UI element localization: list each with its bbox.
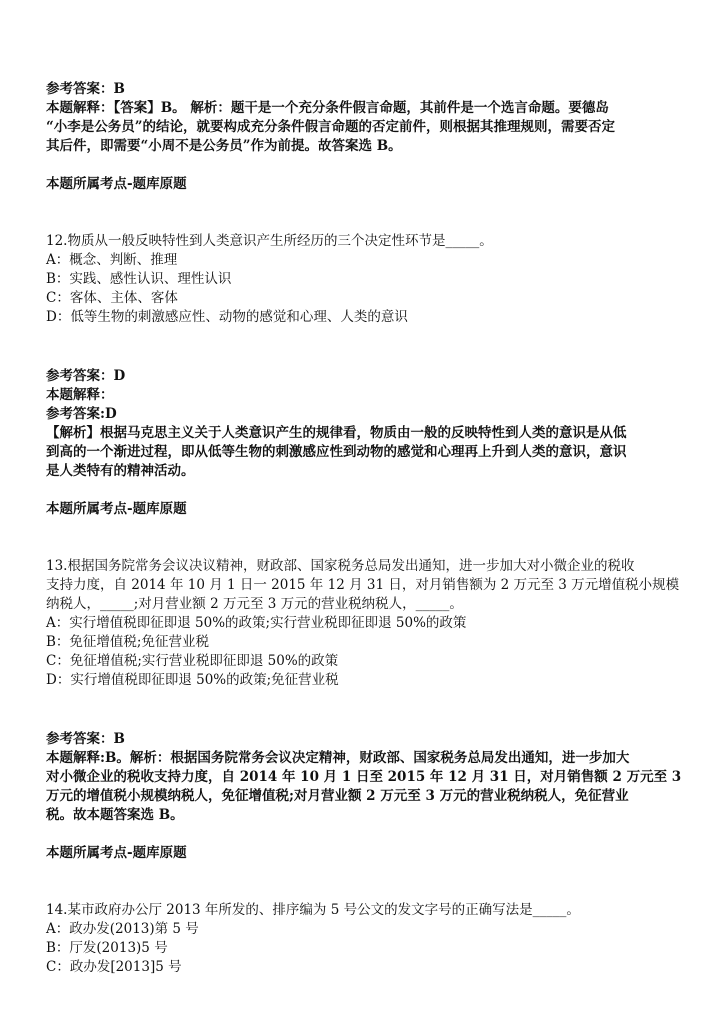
explanation-line: 本题解释：【答案】B。 解析：题干是一个充分条件假言命题，其前件是一个选言命题。要德岛 — [46, 100, 609, 116]
option-d: D：低等生物的刺激感应性、动物的感觉和心理、人类的意识 — [46, 309, 408, 325]
option-c: C：客体、主体、客体 — [46, 290, 178, 306]
q11-answer-block — [46, 80, 676, 194]
q13-block — [46, 557, 682, 863]
option-a: A：实行增值税即征即退 50%的政策;实行营业税即征即退 50%的政策 — [46, 615, 467, 631]
option-c: C：免征增值税;实行营业税即征即退 50%的政策 — [46, 653, 339, 669]
answer-line: 参考答案：B — [46, 731, 125, 747]
explanation-line: 是人类特有的精神活动。 — [46, 463, 195, 479]
answer-line: 参考答案：B — [46, 81, 125, 97]
source-line: 本题所属考点-题库原题 — [46, 176, 187, 192]
question-line: 纳税人，_____;对月营业额 2 万元至 3 万元的营业税纳税人，_____。 — [46, 596, 463, 612]
option-c: C：政办发[2013]5 号 — [46, 959, 182, 975]
explanation-line: 【解析】根据马克思主义关于人类意识产生的规律看，物质由一般的反映特性到人类的意识是从低 — [46, 425, 627, 441]
option-b: B：实践、感性认识、理性认识 — [46, 271, 232, 287]
explanation-line: 税。故本题答案选 B。 — [46, 807, 184, 823]
explanation-line: 到高的一个渐进过程，即从低等生物的刺激感应性到动物的感觉和心理再上升到人类的意识，意识 — [46, 444, 627, 460]
question-line: 12.物质从一般反映特性到人类意识产生所经历的三个决定性环节是_____。 — [46, 233, 493, 249]
option-a: A：政办发(2013)第 5 号 — [46, 921, 199, 937]
answer-line-2: 参考答案:D — [46, 406, 117, 422]
document-page — [46, 80, 682, 977]
question-line: 13.根据国务院常务会议决议精神，财政部、国家税务总局发出通知，进一步加大对小微企业的税收 — [46, 558, 635, 574]
q12-block — [46, 232, 676, 519]
question-line: 14.某市政府办公厅 2013 年所发的、排序编为 5 号公文的发文字号的正确写法是_____。 — [46, 902, 580, 918]
option-b: B：厅发(2013)5 号 — [46, 940, 168, 956]
explanation-label: 本题解释： — [46, 387, 114, 403]
explanation-line: “小李是公务员”的结论，就要构成充分条件假言命题的否定前件，则根据其推理规则，需要否定 — [46, 119, 616, 135]
question-line: 支持力度，自 2014 年 10 月 1 日一 2015 年 12 月 31 日，对月销售额为 2 万元至 3 万元增值税小规模 — [46, 577, 680, 593]
explanation-line: 对小微企业的税收支持力度，自 2014 年 10 月 1 日至 2015 年 12 月 31 日，对月销售额 2 万元至 3 — [46, 769, 682, 785]
option-a: A：概念、判断、推理 — [46, 252, 178, 268]
source-line: 本题所属考点-题库原题 — [46, 845, 187, 861]
explanation-line: 其后件，即需要“小周不是公务员”作为前提。故答案选 B。 — [46, 138, 402, 154]
source-line: 本题所属考点-题库原题 — [46, 501, 187, 517]
option-d: D：实行增值税即征即退 50%的政策;免征营业税 — [46, 672, 339, 688]
q14-block — [46, 901, 676, 977]
answer-line: 参考答案：D — [46, 368, 126, 384]
option-b: B：免征增值税;免征营业税 — [46, 634, 209, 650]
explanation-line: 本题解释:B。解析：根据国务院常务会议决定精神，财政部、国家税务总局发出通知，进一步加大 — [46, 750, 630, 766]
explanation-line: 万元的增值税小规模纳税人，免征增值税;对月营业额 2 万元至 3 万元的营业税纳税人，免征营业 — [46, 788, 629, 804]
